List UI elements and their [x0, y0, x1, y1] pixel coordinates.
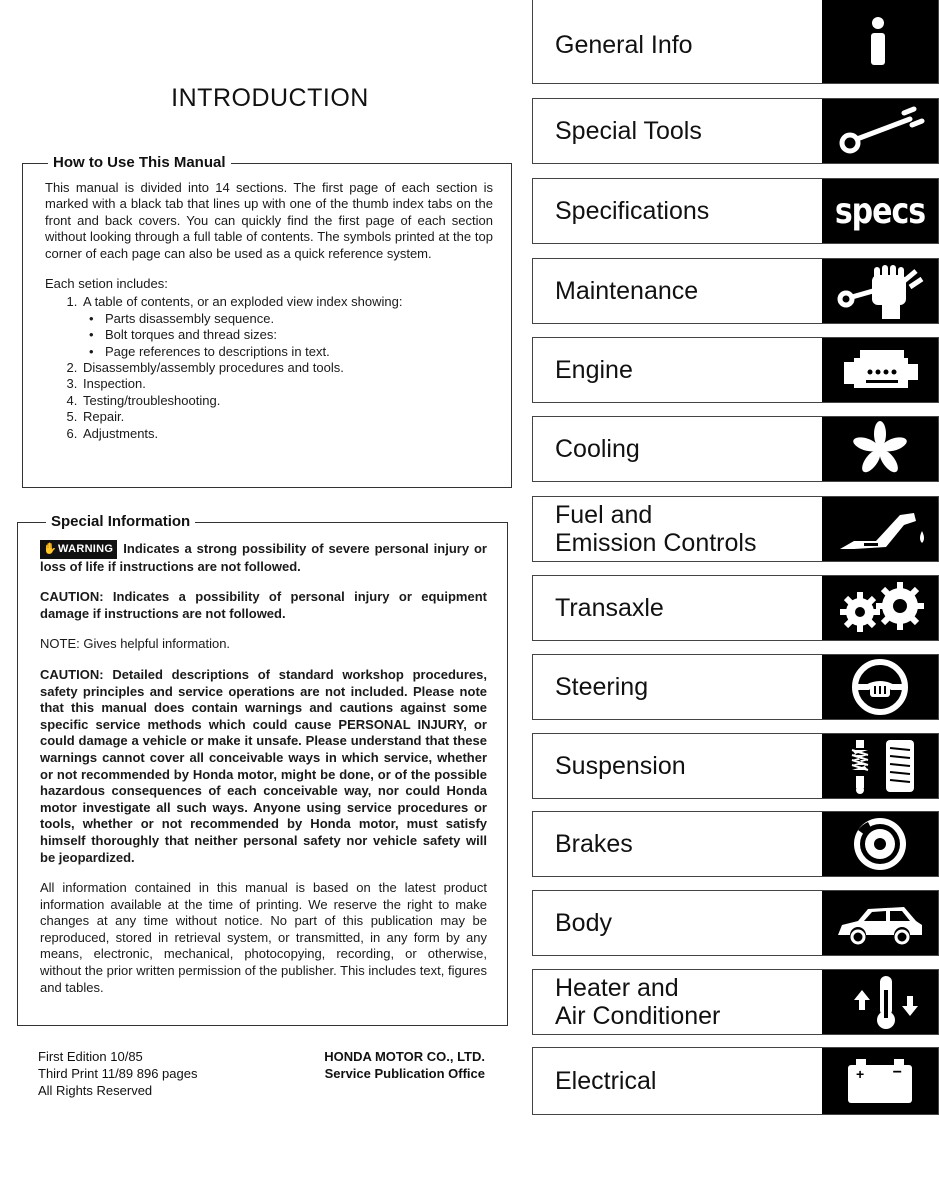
thermometer-icon: [822, 970, 938, 1034]
tab-label: Brakes: [555, 830, 633, 858]
battery-icon: [822, 1048, 938, 1114]
tab-special-tools[interactable]: [532, 98, 939, 164]
tab-label: General Info: [555, 31, 693, 59]
tab-cooling[interactable]: [532, 416, 939, 482]
tab-label: Special Tools: [555, 117, 702, 145]
tab-electrical[interactable]: [532, 1047, 939, 1115]
caution2-paragraph: CAUTION: Detailed descriptions of standard workshop procedures, safety principles and service operations are not included. Please note that this manual does contain warnings and cautions against some specific service methods which could cause PERSONAL INJURY, or could damage a vehicle or make it unsafe. Please understand that these warnings cannot cover all conceivable ways in which service, whether or not recommended by Honda motor, might be done, or of the possible hazardous consequences of each conceivable way, nor could Honda motor investigate all such ways. Anyone using service procedures or tools, whether or not recommended by Honda motor, must satisfy himself thoroughly that neither personal safety nor vehicle safety will be jeopardized.: [40, 666, 487, 865]
list-item: 3. Inspection.: [81, 376, 493, 392]
hand-icon: ✋: [43, 543, 57, 555]
car-body-icon: [822, 891, 938, 955]
warning-badge: ✋WARNING: [40, 540, 117, 559]
fuel-nozzle-icon: [822, 497, 938, 561]
gears-icon: [822, 576, 938, 640]
plus-sign: +: [856, 1066, 865, 1082]
tab-specifications[interactable]: [532, 178, 939, 244]
tab-label: Suspension: [555, 752, 686, 780]
list-item: 2. Disassembly/assembly procedures and tools.: [81, 360, 493, 376]
sub-list-item: • Page references to descriptions in text.: [103, 344, 493, 360]
tab-suspension[interactable]: [532, 733, 939, 799]
shock-absorber-icon: [822, 734, 938, 798]
tab-engine[interactable]: [532, 337, 939, 403]
how-to-use-intro: This manual is divided into 14 sections. The first page of each section is marked with a black tab that lines up with one of the thumb index tabs on the front and back covers. You can quickly find the first page of each section without looking through a full table of contents. The symbols printed at the top corner of each page can also be used as a quick reference system.: [45, 180, 493, 261]
tab-transaxle[interactable]: [532, 575, 939, 641]
list-item: 4. Testing/troubleshooting.: [81, 393, 493, 409]
warning-text: Indicates a strong possibility of severe personal injury or loss of life if instructions are not followed.: [40, 541, 487, 574]
tab-label-line2: Air Conditioner: [555, 1002, 721, 1030]
page-title: INTRODUCTION: [171, 84, 369, 112]
tab-general-info[interactable]: [532, 0, 939, 84]
steering-wheel-icon: [822, 655, 938, 719]
sub-list-item: • Bolt torques and thread sizes:: [103, 327, 493, 343]
caution-paragraph: CAUTION: Indicates a possibility of personal injury or equipment damage if instructions are not followed.: [40, 589, 487, 621]
minus-sign: −: [892, 1064, 902, 1081]
tab-body[interactable]: [532, 890, 939, 956]
tab-label: Maintenance: [555, 277, 699, 305]
publisher-info: HONDA MOTOR CO., LTD. Service Publication Office: [324, 1049, 485, 1081]
fan-icon: [822, 417, 938, 481]
engine-icon: [822, 338, 938, 402]
special-info-heading: Special Information: [46, 513, 195, 530]
wrench-icon: [822, 99, 938, 163]
tab-label: Engine: [555, 356, 633, 384]
tab-label-line1: Heater and: [555, 974, 679, 1002]
tab-label-line2: Emission Controls: [555, 529, 757, 557]
how-to-use-heading: How to Use This Manual: [48, 154, 231, 171]
tab-fuel-emission[interactable]: [532, 496, 939, 562]
note-paragraph: NOTE: Gives helpful information.: [40, 636, 231, 652]
sub-list: [83, 311, 493, 360]
tab-steering[interactable]: [532, 654, 939, 720]
list-item: 6. Adjustments.: [81, 426, 493, 442]
tab-label: Specifications: [555, 197, 710, 225]
tab-label: Transaxle: [555, 594, 664, 622]
section-contents-list: [45, 294, 493, 442]
special-info-box: [17, 513, 508, 1026]
tab-label: Cooling: [555, 435, 640, 463]
sub-list-item: • Parts disassembly sequence.: [103, 311, 493, 327]
tab-label: Steering: [555, 673, 649, 701]
list-item: 5. Repair.: [81, 409, 493, 425]
edition-info: First Edition 10/85 Third Print 11/89 896 pages All Rights Reserved: [38, 1049, 198, 1098]
specs-icon: specs: [822, 179, 938, 243]
tab-brakes[interactable]: [532, 811, 939, 877]
caution2-text: Detailed descriptions of standard workshop procedures, safety principles and service operations are not included. Please note that this manual does contain warnings and cautions against some specific service methods which could cause PERSONAL INJURY, or could damage a vehicle or make it unsafe. Please understand that these warnings cannot cover all conceivable ways in which service, whether or not recommended by Honda motor, might be done, or of the possible hazardous consequences of each conceivable way, nor could Honda motor investigate all such ways. Anyone using service procedures or tools, whether or not recommended by Honda motor, must satisfy himself thoroughly that neither personal safety nor vehicle safety will be jeopardized.: [40, 666, 487, 865]
tab-heater-ac[interactable]: [532, 969, 939, 1035]
list-item: 1. A table of contents, or an exploded view index showing: • Parts disassembly sequence. • Bolt torques and thread sizes: • Page references to descriptions in text.: [81, 294, 493, 360]
tab-label: Electrical: [555, 1067, 657, 1095]
note-text: Gives helpful information.: [83, 636, 231, 652]
hand-wrench-icon: [822, 259, 938, 323]
tab-label: Body: [555, 909, 612, 937]
brake-disc-icon: [822, 812, 938, 876]
caution-text: Indicates a possibility of personal injury or equipment damage if instructions are not followed.: [40, 589, 487, 621]
info-icon: [822, 0, 938, 83]
info-paragraph: All information contained in this manual is based on the latest product information available at the time of printing. We reserve the right to make changes at any time without notice. No part of this publication may be reproduced, stored in retrieval system, or transmitted, in any form by any means, electronic, mechanical, photocopying, recording, or otherwise, without the prior written permission of the publisher. This includes text, figures and tables.: [40, 880, 487, 995]
tab-maintenance[interactable]: [532, 258, 939, 324]
warning-paragraph: [40, 540, 487, 575]
how-to-use-box: [22, 154, 512, 488]
tab-label-line1: Fuel and: [555, 501, 653, 529]
includes-heading: Each setion includes:: [45, 276, 168, 292]
